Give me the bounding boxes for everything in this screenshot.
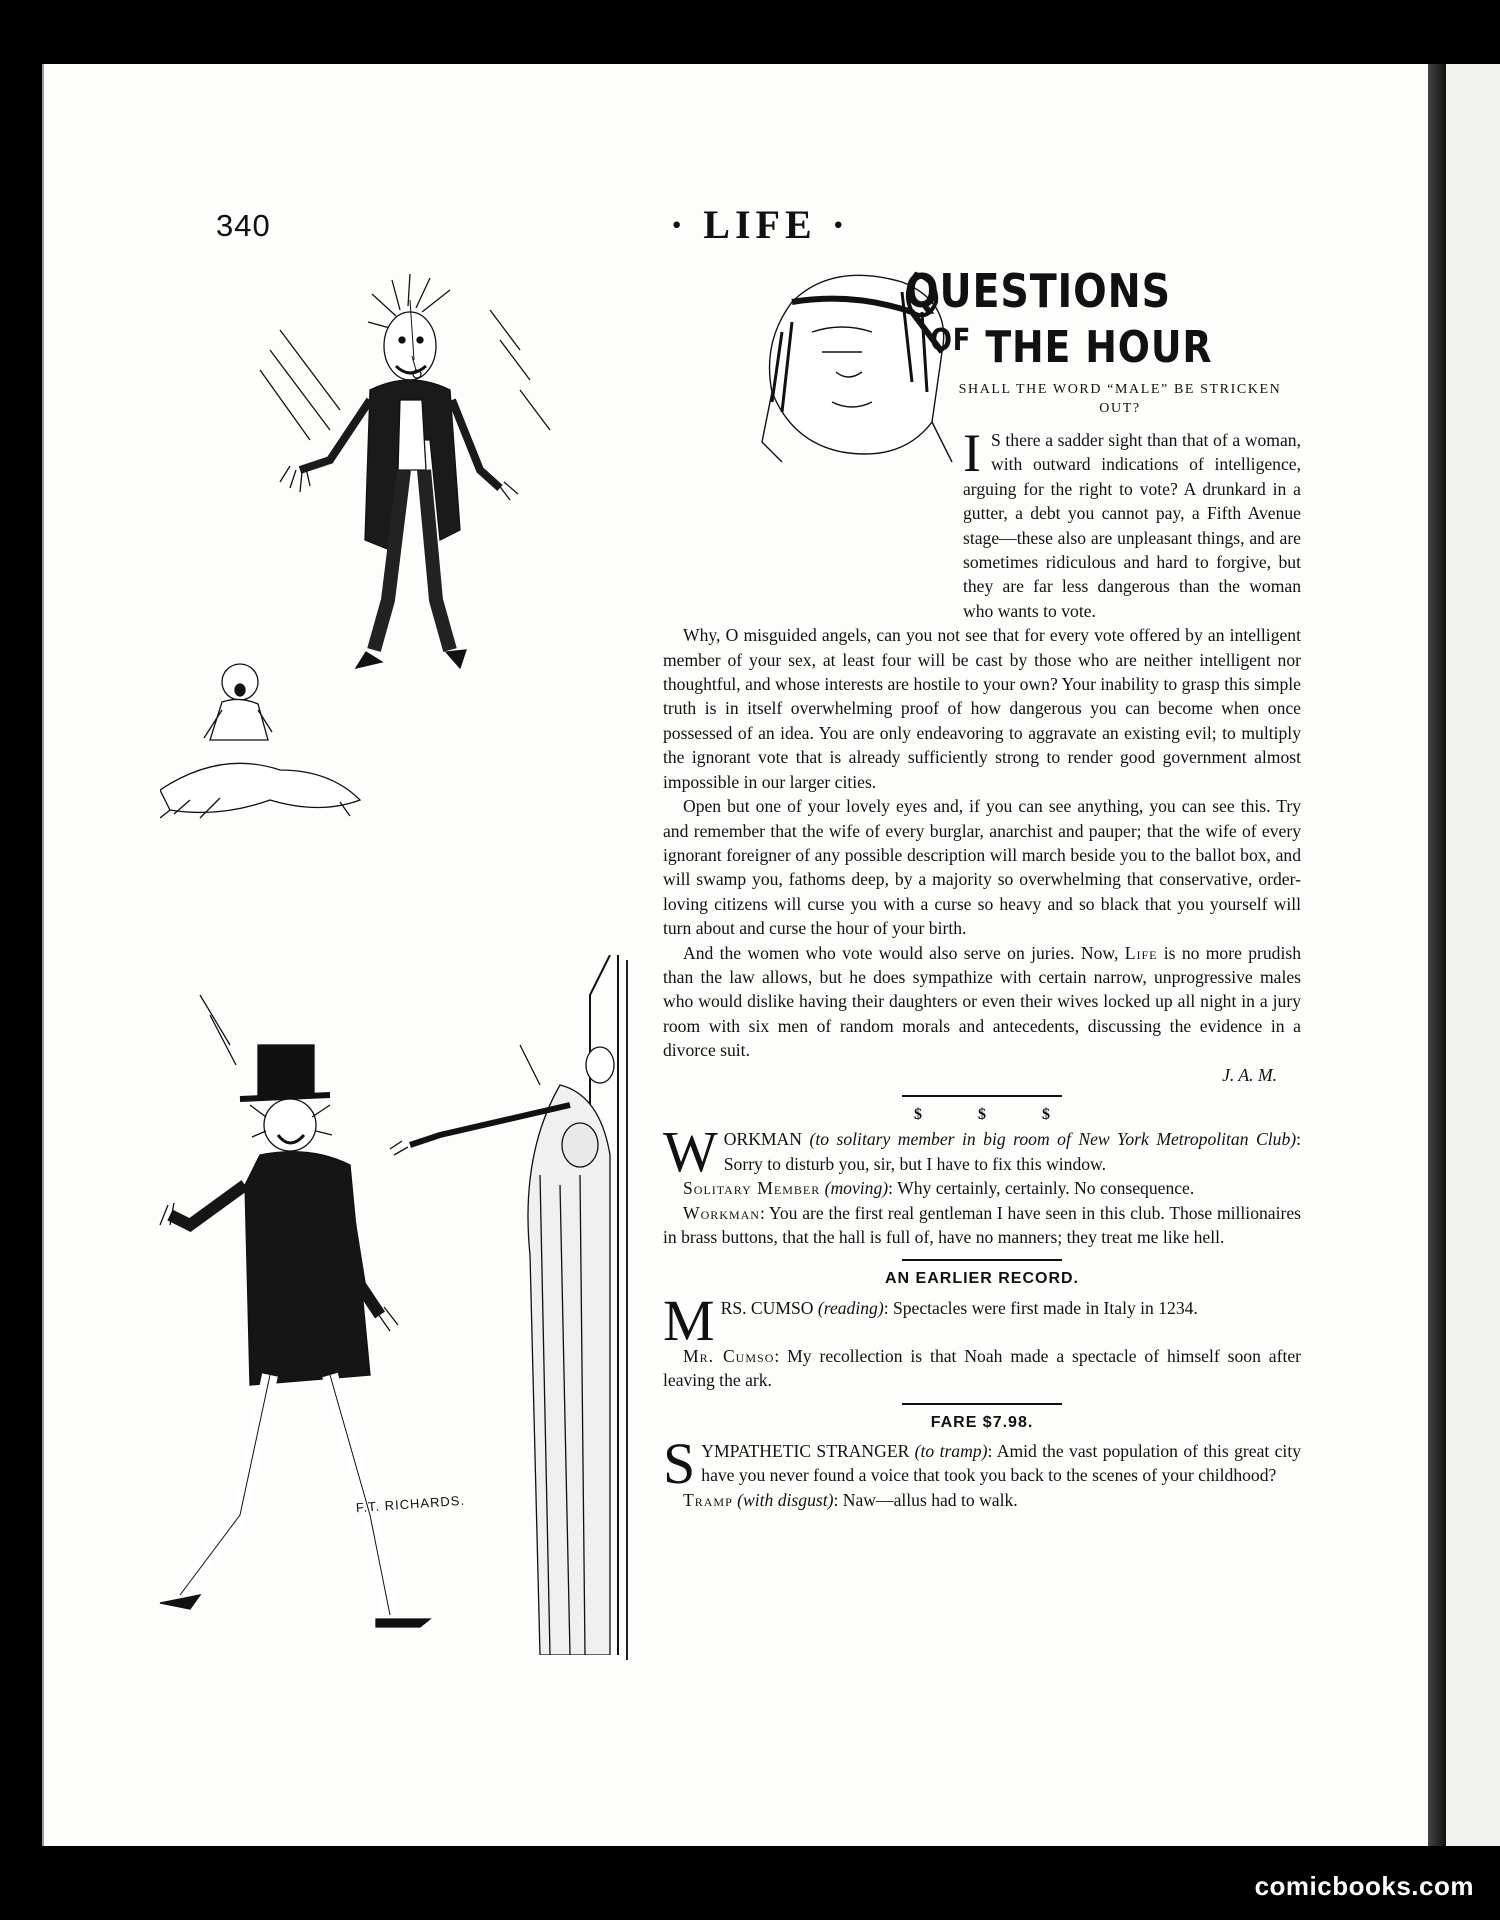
article4-speaker2: Tramp [683, 1489, 733, 1510]
section-rule [902, 1095, 1062, 1097]
book-spine [1428, 64, 1446, 1846]
drunk-baby-drawing [160, 270, 640, 830]
dropcap-i: I [963, 423, 981, 483]
dropcap-m: M [663, 1287, 715, 1353]
article3-stage1: (reading) [817, 1297, 884, 1318]
article2-line3: : You are the first real gentleman I have seen in this club. Those millionaires in brass buttons, that the hall is full of, have no manners; they treat me like hell. [663, 1202, 1301, 1247]
article2-paragraph-1 [663, 1119, 1301, 1185]
article4-stage1: (to tramp) [914, 1441, 988, 1462]
tophat-man-drawing [140, 955, 630, 1655]
article1-paragraph-2: Why, O misguided angels, can you not see that for every vote offered by an intelligent member of your sex, at least four will be cast by those who are neither intelligent nor thoughtful, and whose interests are hostile to your own? Your inability to grasp this simple truth is in itself overwhelming proof of how dangerous you can become when once possessed of an idea. You are only endeavoring to aggravate an existing evil; to multiply the ignorant vote that is already sufficiently strong to render good government almost impossible in our larger cities. [663, 625, 1301, 792]
article3-paragraph-2 [663, 1344, 1301, 1393]
section-rule-3 [902, 1403, 1062, 1405]
magazine-masthead: · LIFE · [669, 202, 851, 247]
adjacent-page-edge [1446, 64, 1500, 1846]
illustration-door-edge [626, 960, 628, 1660]
article2-line1: : Sorry to disturb you, sir, but I have to fix this window. [723, 1129, 1301, 1174]
article4-paragraph-2 [663, 1488, 1301, 1512]
article4-heading: FARE $7.98. [930, 1413, 1034, 1431]
article4-line1: : Amid the vast population of this great city have you never found a voice that took you back to the scenes of your childhood? [701, 1441, 1302, 1486]
article-subtitle: SHALL THE WORD “MALE” BE STRICKEN OUT? [958, 382, 1282, 416]
article4-speaker1: YMPATHETIC STRANGER [701, 1441, 910, 1462]
article2-stage1: (to solitary member in big room of New York Metropolitan Club) [809, 1129, 1297, 1150]
article2-paragraph-2 [663, 1176, 1301, 1200]
article-title-of: OF [930, 323, 972, 358]
article4-line2: : Naw—allus had to walk. [833, 1489, 1018, 1510]
section-rule-2 [902, 1259, 1062, 1261]
article3-heading: AN EARLIER RECORD. [884, 1270, 1079, 1288]
artist-signature: F.T. RICHARDS. [355, 1492, 466, 1516]
article-title-line2 [930, 322, 1212, 373]
article3-paragraph-1 [663, 1287, 1301, 1353]
article1-signature: J. A. M. [1222, 1064, 1277, 1085]
page-number: 340 [216, 208, 271, 243]
article2-speaker3: Workman [683, 1202, 760, 1223]
article3-line1: : Spectacles were first made in Italy in 1234. [883, 1297, 1198, 1318]
article2-line2: : Why certainly, certainly. No consequence. [888, 1178, 1195, 1199]
article1-p4-end: is no more prudish than the law allows, but he does sympathize with certain narrow, unprogressive males who would dislike having their daughters or even their wives locked up all night in a jury room with six men of random morals and antecedents, discussing the evidence in a divorce suit. [663, 942, 1301, 1061]
article1-paragraph-4 [663, 941, 1301, 1063]
article1-paragraph-3: Open but one of your lovely eyes and, if you can see anything, you can see this. Try and remember that the wife of every burglar, anarchist and pauper; that the wife of every ignorant foreigner of any possible description will march beside you to the ballot box, and will swamp you, fathoms deep, by a majority so overwhelming that conservative, order-loving citizens will curse you with a curse so heavy and so black that you yourself will turn about and curse the hour of your birth. [663, 796, 1301, 939]
dropcap-s: S [663, 1431, 696, 1497]
article2-speaker2: Solitary Member [683, 1178, 821, 1199]
article3-speaker2: Mr. Cumso [683, 1345, 775, 1366]
dollar-separator: $ $ $ [914, 1105, 1076, 1123]
article4-paragraph-1 [663, 1431, 1302, 1497]
article1-p4-life: Life [1124, 942, 1158, 963]
article1-p4-start: And the women who vote would also serve on juries. Now, [683, 942, 1125, 963]
article2-speaker1: ORKMAN [723, 1129, 802, 1150]
article2-stage2: (moving) [824, 1178, 889, 1199]
site-watermark: comicbooks.com [1254, 1871, 1474, 1901]
article-body-column [663, 423, 1302, 1512]
article-title-the-hour: THE HOUR [985, 322, 1213, 373]
dropcap-w: W [663, 1119, 718, 1185]
article3-speaker1: RS. CUMSO [720, 1297, 814, 1318]
article2-paragraph-3 [663, 1201, 1301, 1250]
article1-p1-text: S there a sadder sight than that of a woman, with outward indications of intelligence, arguing for the right to vote? A drunkard in a gutter, a debt you cannot pay, a Fifth Avenue stage—these also are unpleasant things, and are sometimes ridiculous and hard to forgive, but they are far less dangerous than the woman who wants to vote. [963, 430, 1301, 621]
article-title-line1: QUESTIONS [905, 264, 1171, 318]
article4-stage2: (with disgust) [737, 1489, 834, 1510]
article1-paragraph-1 [663, 423, 1301, 623]
illustration-drunk-and-baby [160, 270, 640, 830]
illustration-tophat-man-and-woman [140, 955, 630, 1655]
article3-line2: : My recollection is that Noah made a spectacle of himself soon after leaving the ark. [663, 1345, 1301, 1391]
